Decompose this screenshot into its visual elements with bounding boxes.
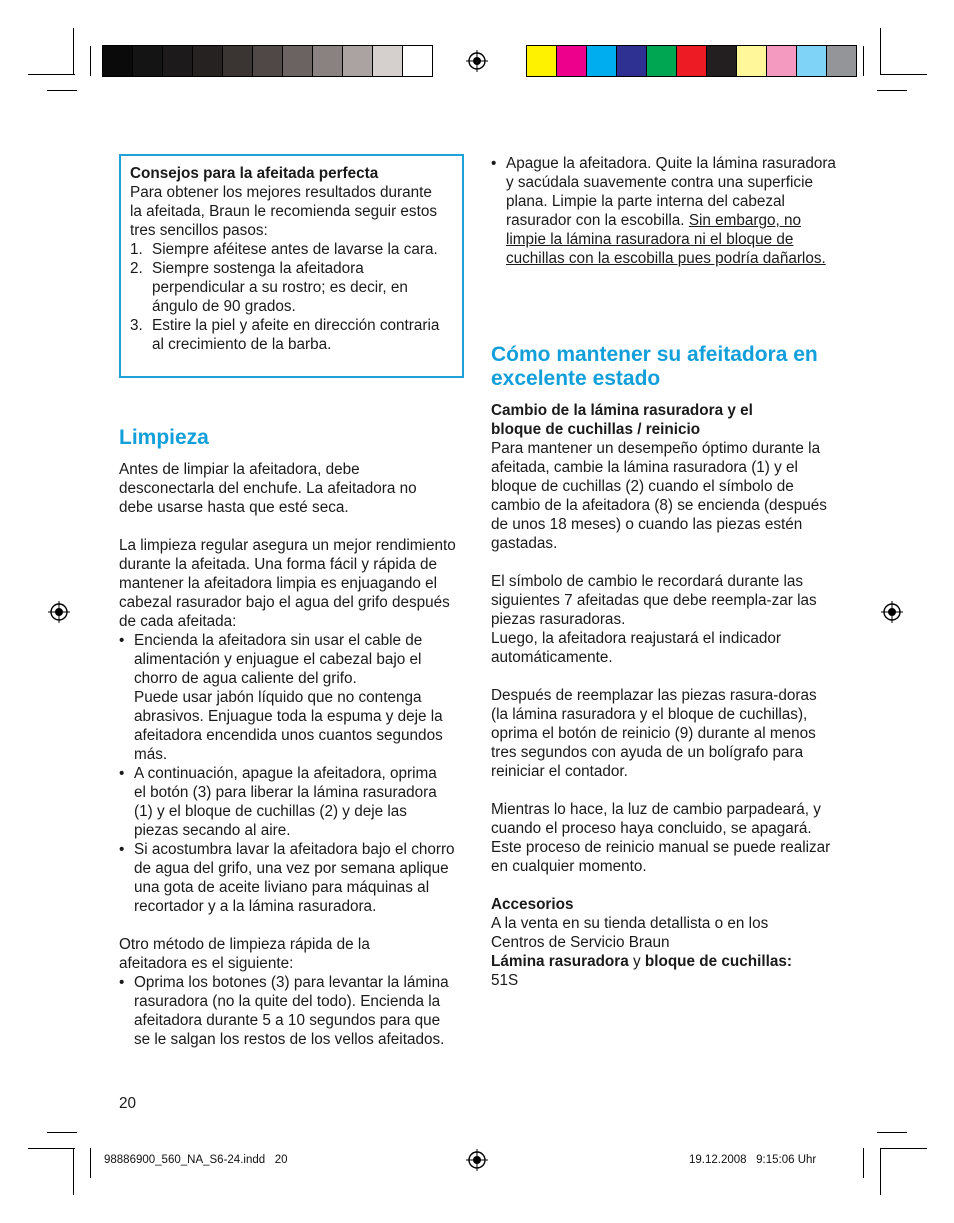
cleaning-paragraph: La limpieza regular asegura un mejor rendimiento durante la afeitada. Una forma fácil y rápida de mantener la afeitadora limpia es enjuagando el cabezal rasurador bajo el agua del grifo después de cada afeitada: <box>119 537 456 630</box>
tips-title: Consejos para la afeitada perfecta <box>130 165 379 182</box>
accessories-heading: Accesorios <box>491 896 574 913</box>
accessories-text: A la venta en su tienda detallista o en los Centros de Servicio Braun <box>491 915 769 951</box>
cmyk-color-bar <box>526 45 857 77</box>
crop-mark <box>880 74 927 75</box>
tips-steps <box>130 240 454 354</box>
color-swatch <box>193 46 223 76</box>
crop-mark <box>28 74 75 75</box>
cleaning-paragraph: Otro método de limpieza rápida de la afeitadora es el siguiente: <box>119 936 370 972</box>
crop-mark <box>880 1148 881 1195</box>
grayscale-color-bar <box>102 45 433 77</box>
cleaning-bullets <box>119 973 464 1049</box>
page-number: 20 <box>119 1095 137 1112</box>
color-swatch <box>373 46 403 76</box>
crop-mark <box>877 90 907 91</box>
maintenance-paragraph: Mientras lo hace, la luz de cambio parpadeará, y cuando el proceso haya concluido, se apagará. Este proceso de reinicio manual se puede realizar en cualquier momento. <box>491 801 831 875</box>
maintenance-heading: Cómo mantener su afeitadora en excelente estado <box>491 343 818 390</box>
tips-intro: Para obtener los mejores resultados durante la afeitada, Braun le recomienda seguir estos tres sencillos pasos: <box>130 184 437 239</box>
list-item: • Si acostumbra lavar la afeitadora bajo el chorro de agua del grifo, una vez por semana aplique una gota de aceite liviano para máquinas al recortador y a la lámina rasuradora. <box>119 841 455 915</box>
color-swatch <box>587 46 617 76</box>
left-column <box>119 426 464 1049</box>
maintenance-paragraph: Después de reemplazar las piezas rasura-doras (la lámina rasuradora y el bloque de cuchillas), oprima el botón de reinicio (9) durante al menos tres segundos con ayuda de un bolígrafo para reiniciar el contador. <box>491 687 817 780</box>
color-swatch <box>223 46 253 76</box>
color-swatch <box>617 46 647 76</box>
crop-mark <box>90 46 91 76</box>
cleaning-heading: Limpieza <box>119 426 209 449</box>
color-swatch <box>737 46 767 76</box>
crop-mark <box>90 1148 91 1178</box>
registration-mark-icon <box>48 601 70 623</box>
color-swatch <box>827 46 856 76</box>
color-swatch <box>767 46 797 76</box>
color-swatch <box>707 46 737 76</box>
maintenance-paragraph: Luego, la afeitadora reajustará el indicador automáticamente. <box>491 630 781 666</box>
crop-mark <box>73 1148 74 1195</box>
right-column <box>491 343 841 990</box>
list-item: • Apague la afeitadora. Quite la lámina rasuradora y sacúdala suavemente contra una superficie plana. Limpie la parte interna del cabezal rasurador con la escobilla. Sin embargo, no limpie la lámina rasuradora ni el bloque de cuchillas con la escobilla pues podría dañarlos. <box>491 155 836 267</box>
color-swatch <box>103 46 133 76</box>
footer-file-slug: 98886900_560_NA_S6-24.indd 20 <box>104 1154 288 1166</box>
crop-mark <box>73 28 74 75</box>
cleaning-bullets <box>119 631 464 916</box>
maintenance-paragraph: Para mantener un desempeño óptimo durante la afeitada, cambie la lámina rasuradora (1) y el bloque de cuchillas (2) cuando el símbolo de cambio de la afeitadora (8) se encienda (después de unos 18 meses) o cuando las piezas estén gastadas. <box>491 440 827 552</box>
accessories-model: 51S <box>491 972 519 989</box>
color-swatch <box>313 46 343 76</box>
color-swatch <box>283 46 313 76</box>
tips-box <box>119 154 464 378</box>
crop-mark <box>47 1132 77 1133</box>
crop-mark <box>47 90 77 91</box>
crop-mark <box>880 28 881 75</box>
color-swatch <box>527 46 557 76</box>
color-swatch <box>557 46 587 76</box>
list-item: 1. Siempre aféitese antes de lavarse la cara. <box>130 241 438 258</box>
cleaning-paragraph: Antes de limpiar la afeitadora, debe desconectarla del enchufe. La afeitadora no debe usarse hasta que esté seca. <box>119 461 417 516</box>
warning-text: Sin embargo, no limpie la lámina rasuradora ni el bloque de cuchillas con la escobilla pues podría dañarlos. <box>506 212 826 267</box>
right-column-top <box>491 154 841 268</box>
accessories-parts: Lámina rasuradora y bloque de cuchillas: <box>491 953 792 970</box>
list-item: • Oprima los botones (3) para levantar la lámina rasuradora (no la quite del todo). Encienda la afeitadora durante 5 a 10 segundos para que se le salgan los restos de los vellos afeitados. <box>119 974 449 1048</box>
color-swatch <box>163 46 193 76</box>
color-swatch <box>797 46 827 76</box>
color-swatch <box>253 46 283 76</box>
list-item: • Encienda la afeitadora sin usar el cable de alimentación y enjuague el cabezal bajo el chorro de agua caliente del grifo. Puede usar jabón líquido que no contenga abrasivos. Enjuague toda la espuma y deje la afeitadora encendida unos cuantos segundos más. <box>119 632 443 763</box>
maintenance-subheading: Cambio de la lámina rasuradora y el bloque de cuchillas / reinicio <box>491 402 753 438</box>
crop-mark <box>880 1148 927 1149</box>
crop-mark <box>863 1148 864 1178</box>
list-item: 2. Siempre sostenga la afeitadora perpendicular a su rostro; es decir, en ángulo de 90 grados. <box>130 260 408 315</box>
registration-mark-icon <box>881 601 903 623</box>
registration-mark-icon <box>466 1149 488 1171</box>
color-swatch <box>403 46 432 76</box>
color-swatch <box>133 46 163 76</box>
registration-mark-icon <box>466 50 488 72</box>
color-swatch <box>647 46 677 76</box>
crop-mark <box>877 1132 907 1133</box>
list-item: • A continuación, apague la afeitadora, oprima el botón (3) para liberar la lámina rasuradora (1) y el bloque de cuchillas (2) y deje las piezas secando al aire. <box>119 765 437 839</box>
list-item: 3. Estire la piel y afeite en dirección contraria al crecimiento de la barba. <box>130 317 440 353</box>
maintenance-paragraph: El símbolo de cambio le recordará durante las siguientes 7 afeitadas que debe reempla-zar las piezas rasuradoras. <box>491 573 817 628</box>
crop-mark <box>863 46 864 76</box>
color-swatch <box>677 46 707 76</box>
footer-timestamp: 19.12.2008 9:15:06 Uhr <box>689 1154 817 1166</box>
crop-mark <box>28 1148 75 1149</box>
color-swatch <box>343 46 373 76</box>
